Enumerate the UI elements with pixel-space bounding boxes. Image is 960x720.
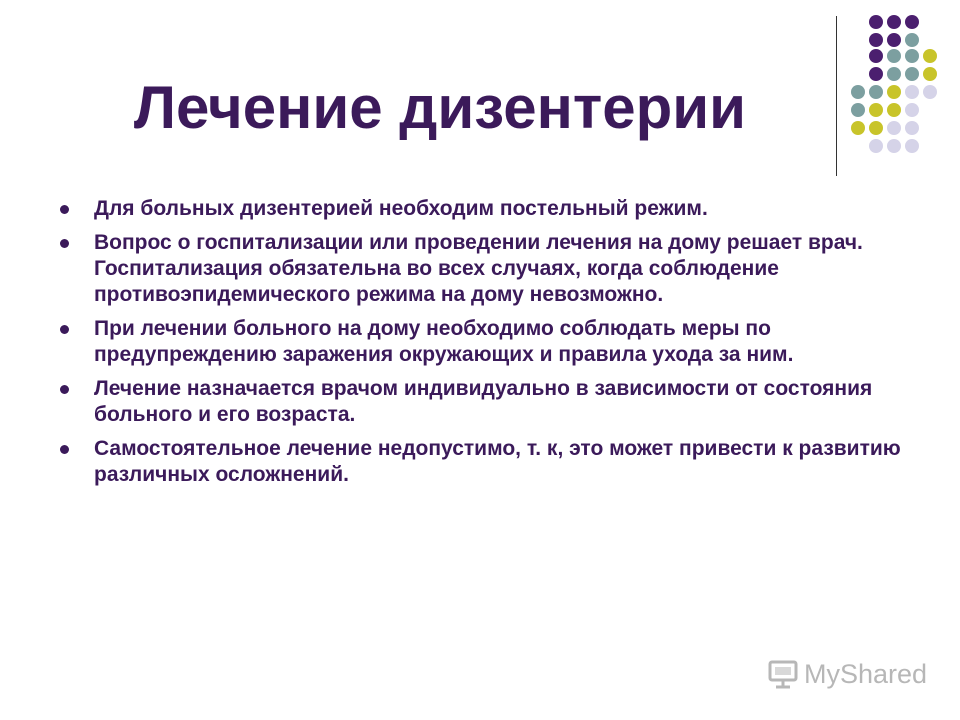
- watermark-text: MyShared: [804, 658, 928, 689]
- decorative-dot: [923, 67, 937, 81]
- decorative-dot: [869, 121, 883, 135]
- decorative-dot: [905, 67, 919, 81]
- bullet-text: Вопрос о госпитализации или проведении лечения на дому решает врач. Госпитализация обязательна во всех случаях, когда соблюдение противоэпидемического режима на дому невозможно.: [94, 231, 863, 306]
- bullet-text: Лечение назначается врачом индивидуально в зависимости от состояния больного и его возраста.: [94, 377, 873, 426]
- decorative-dot: [887, 67, 901, 81]
- decorative-dot: [905, 103, 919, 117]
- decorative-dot: [887, 49, 901, 63]
- bullet-dot-icon: [60, 205, 69, 214]
- bullet-dot-icon: [60, 325, 69, 334]
- bullet-dot-icon: [60, 385, 69, 394]
- decorative-dot: [887, 139, 901, 153]
- myshared-watermark: [766, 654, 927, 694]
- decorative-dot: [905, 49, 919, 63]
- decorative-dot: [905, 121, 919, 135]
- bullet-item: [60, 436, 920, 488]
- bullet-item: [60, 230, 920, 308]
- decorative-dot: [869, 85, 883, 99]
- decorative-dot: [851, 85, 865, 99]
- decorative-dot: [887, 15, 901, 29]
- decorative-dot: [923, 85, 937, 99]
- bullet-text: Для больных дизентерией необходим постельный режим.: [94, 197, 708, 220]
- decorative-dot: [869, 103, 883, 117]
- decorative-dot: [887, 103, 901, 117]
- decorative-dot: [869, 67, 883, 81]
- decorative-dot: [905, 33, 919, 47]
- bullet-item: [60, 196, 920, 222]
- decorative-dot: [851, 103, 865, 117]
- decorative-dot: [887, 85, 901, 99]
- decorative-dot: [905, 85, 919, 99]
- bullet-text: При лечении больного на дому необходимо соблюдать меры по предупреждению заражения окружающих и правила ухода за ним.: [94, 317, 794, 366]
- bullet-list: [60, 196, 920, 496]
- bullet-item: [60, 376, 920, 428]
- decorative-dot: [869, 139, 883, 153]
- bullet-item: [60, 316, 920, 368]
- bullet-dot-icon: [60, 445, 69, 454]
- decorative-dot: [905, 139, 919, 153]
- bullet-text: Самостоятельное лечение недопустимо, т. к, это может привести к развитию различных осложнений.: [94, 437, 901, 486]
- decorative-dot: [869, 33, 883, 47]
- decorative-dot: [905, 15, 919, 29]
- decorative-dot: [851, 121, 865, 135]
- decorative-dot: [887, 33, 901, 47]
- decorative-dot: [923, 49, 937, 63]
- decorative-divider-line: [836, 16, 837, 176]
- slide-title: Лечение дизентерии: [133, 74, 747, 141]
- presentation-screen-icon: [766, 657, 800, 691]
- decorative-dot: [869, 15, 883, 29]
- bullet-dot-icon: [60, 239, 69, 248]
- decorative-dot: [887, 121, 901, 135]
- decorative-dot: [869, 49, 883, 63]
